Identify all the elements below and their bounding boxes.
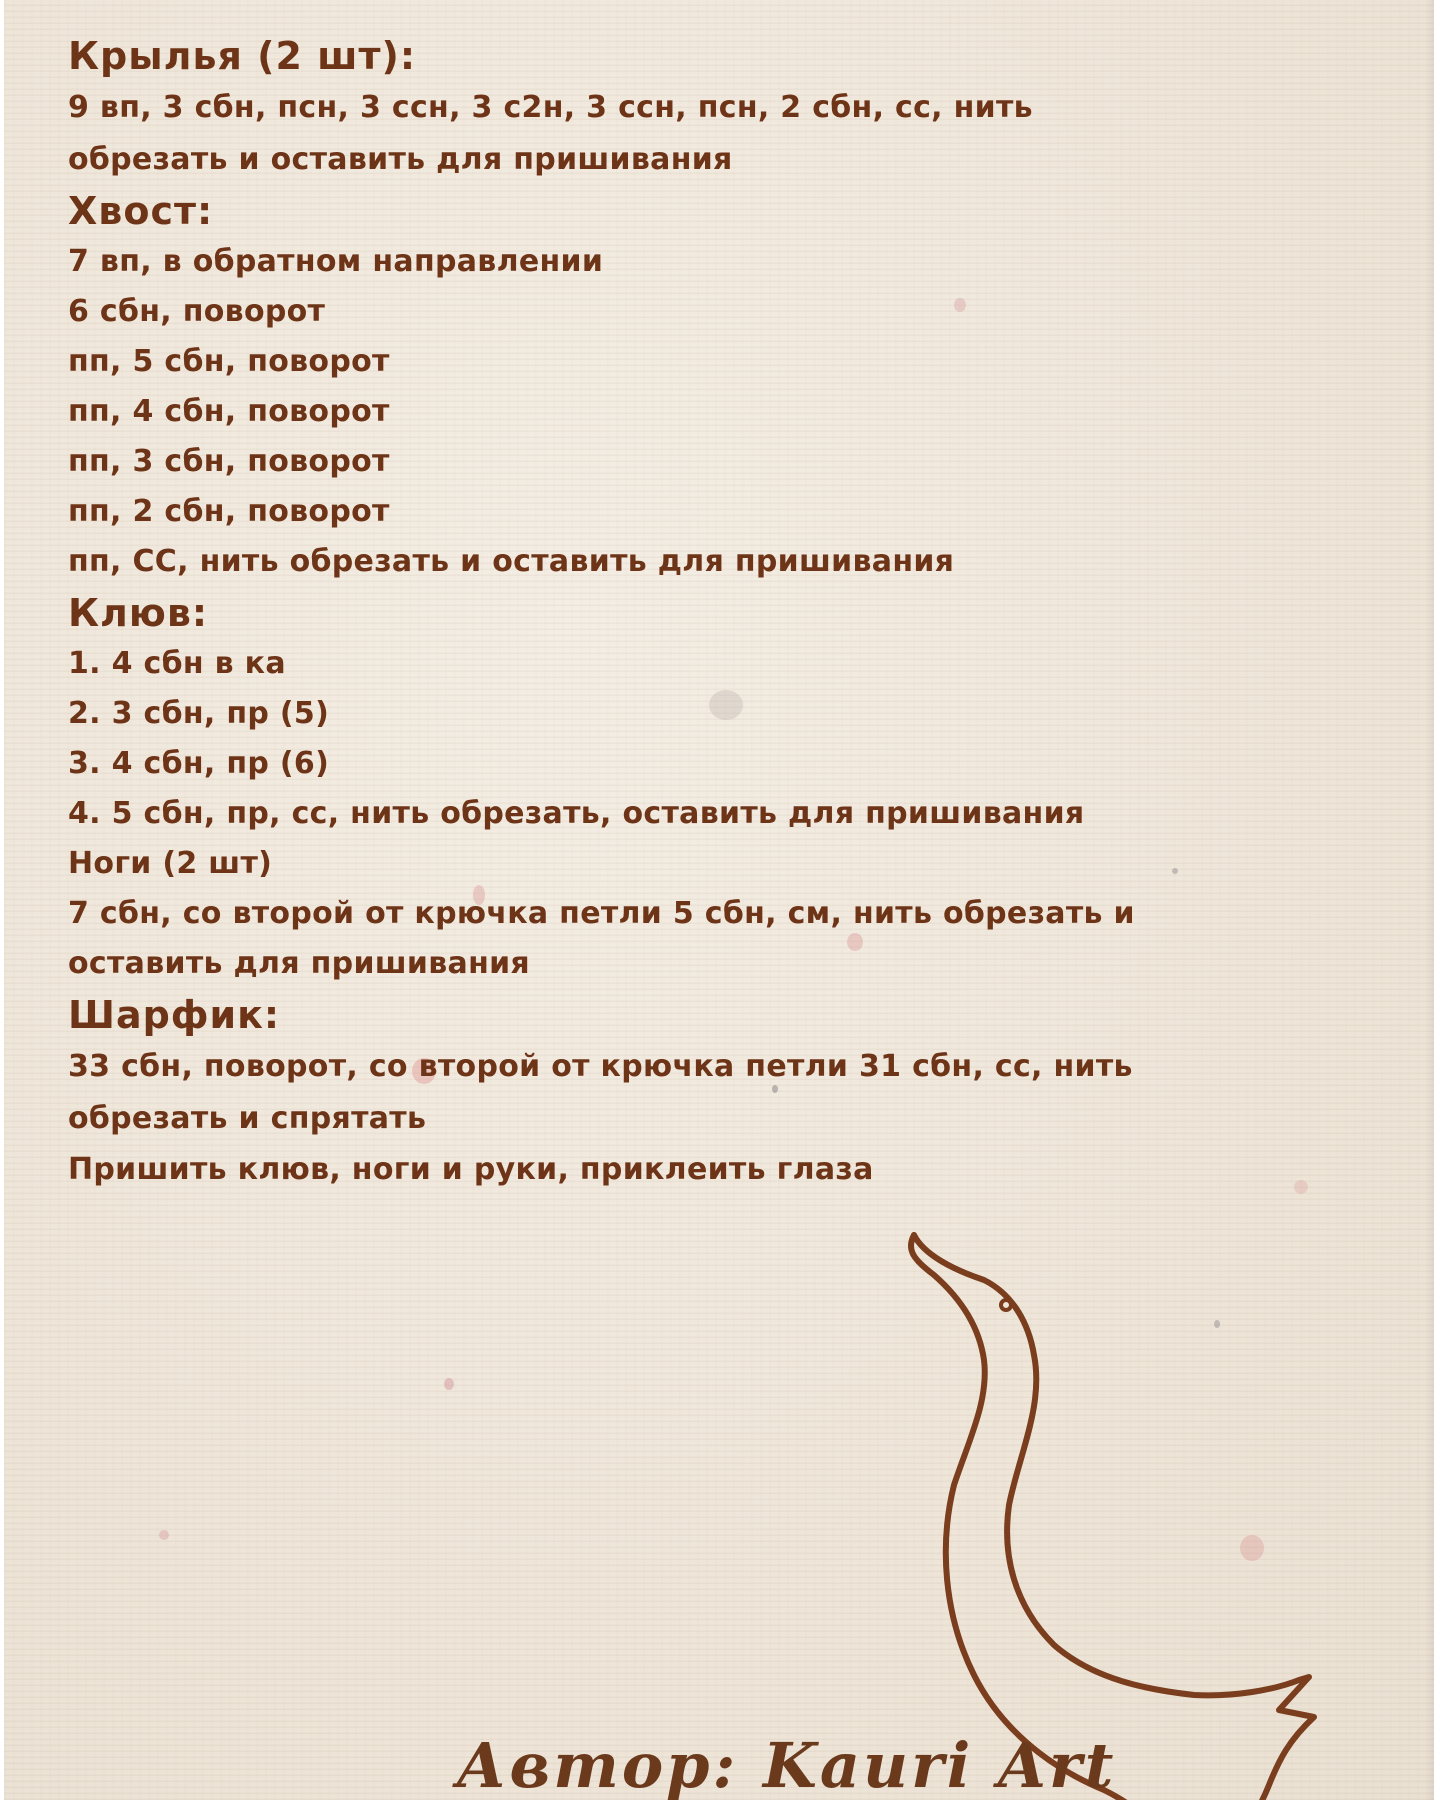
wings-line-1: 9 вп, 3 сбн, псн, 3 ссн, 3 с2н, 3 ссн, псн, 2 сбн, сс, нить	[68, 90, 1033, 125]
tail-line-3: пп, 5 сбн, поворот	[68, 344, 390, 379]
beak-heading: Клюв:	[68, 591, 209, 635]
author-signature: Автор: Kauri Art	[456, 1729, 1117, 1800]
tail-heading: Хвост:	[68, 189, 214, 233]
tail-line-5: пп, 3 сбн, поворот	[68, 444, 390, 479]
wings-heading: Крылья (2 шт):	[68, 34, 417, 78]
paper-fleck	[1294, 1180, 1308, 1194]
scarf-line-1: 33 сбн, поворот, со второй от крючка петли 31 сбн, сс, нить	[68, 1049, 1133, 1084]
assembly-line: Пришить клюв, ноги и руки, приклеить глаза	[68, 1152, 874, 1187]
tail-line-2: 6 сбн, поворот	[68, 294, 326, 329]
goose-outline-icon	[884, 1225, 1404, 1800]
wings-line-2: обрезать и оставить для пришивания	[68, 141, 733, 177]
beak-line-4: 4. 5 сбн, пр, сс, нить обрезать, оставить для пришивания	[68, 796, 1085, 831]
pattern-instructions	[68, 30, 1248, 1196]
paper-fleck	[444, 1378, 454, 1390]
legs-heading: Ноги (2 шт)	[68, 846, 273, 881]
beak-line-2: 2. 3 сбн, пр (5)	[68, 696, 330, 731]
legs-line-1: 7 сбн, со второй от крючка петли 5 сбн, см, нить обрезать и	[68, 896, 1135, 931]
tail-line-1: 7 вп, в обратном направлении	[68, 244, 604, 279]
tail-line-6: пп, 2 сбн, поворот	[68, 494, 390, 529]
paper-fleck	[159, 1530, 169, 1540]
beak-line-1: 1. 4 сбн в ка	[68, 646, 286, 681]
tail-line-4: пп, 4 сбн, поворот	[68, 394, 390, 429]
scarf-heading: Шарфик:	[68, 993, 281, 1037]
recipe-page	[4, 0, 1434, 1800]
tail-line-7: пп, СС, нить обрезать и оставить для пришивания	[68, 544, 955, 579]
scarf-line-2: обрезать и спрятать	[68, 1100, 427, 1136]
beak-line-3: 3. 4 сбн, пр (6)	[68, 746, 330, 781]
legs-line-2: оставить для пришивания	[68, 946, 530, 981]
